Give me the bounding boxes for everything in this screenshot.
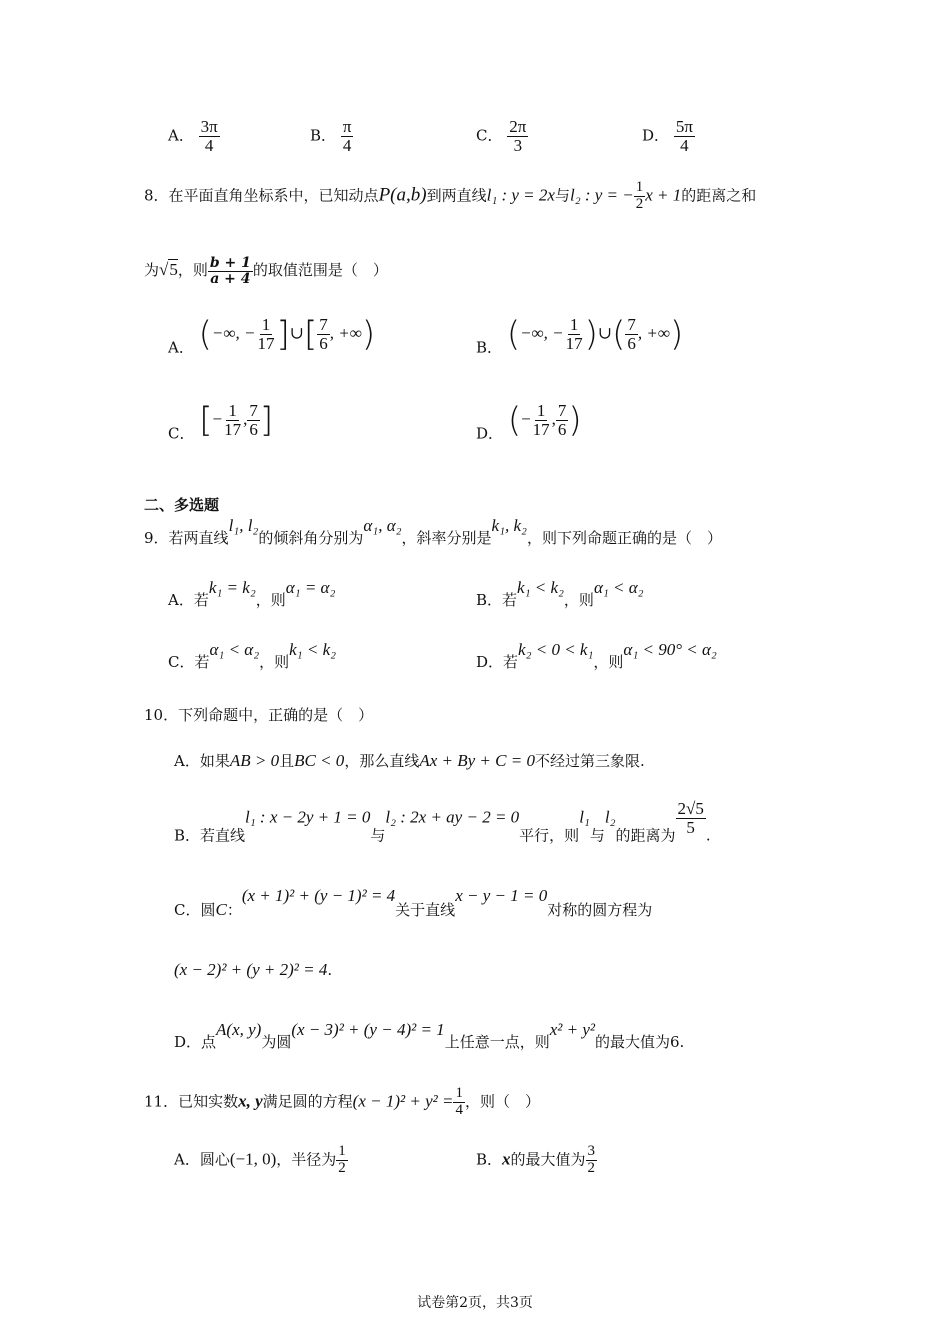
q8-option-c: C． [− $\frac{1}{17}$ , $\frac{7}{6}$ ] <box>168 400 274 443</box>
q7-option-b: B． $\frac{\pi}{4}$ <box>310 117 352 155</box>
q11-option-b: B．x的最大值为 $\frac{3}{2}$ <box>476 1143 596 1176</box>
q9-option-a: A．若k₁ = k₂，则α₁ = α₂ <box>168 578 336 609</box>
q8-option-d: D． (− $\frac{1}{17}$ , $\frac{7}{6}$ ) <box>476 400 582 443</box>
q10-stem: 10．下列命题中，正确的是（ ） <box>144 706 374 724</box>
q9-option-b: B．若k₁ < k₂，则α₁ < α₂ <box>476 578 644 609</box>
q11-stem: 11．已知实数x, y满足圆的方程(x − 1)² + y² = $\frac{1}{4}$ ，则（ ） <box>144 1085 540 1118</box>
q10-option-c-cont: (x − 2)² + (y + 2)² = 4. <box>174 960 333 979</box>
q7-option-a: A． $\frac{3\pi}{4}$ <box>168 117 218 155</box>
q8-option-b: B． (−∞, − $\frac{1}{17}$ )∪( $\frac{7}{6}$ , +∞) <box>476 314 684 357</box>
q10-option-a: A．如果AB > 0且BC < 0，那么直线Ax + By + C = 0不经过第三象限. <box>174 751 645 770</box>
q9-option-c: C．若α₁ < α₂，则k₁ < k₂ <box>168 640 337 671</box>
q11-option-a: A．圆心(−1, 0)，半径为 $\frac{1}{2}$ <box>174 1143 346 1176</box>
q9-option-d: D．若k₂ < 0 < k₁，则α₁ < 90° < α₂ <box>476 640 717 671</box>
q8-stem-line2: 为√5，则 $\frac{b + 1}{a + 4}$ 的取值范围是（ ） <box>144 255 388 287</box>
q9-stem: 9．若两直线l₁, l₂的倾斜角分别为α₁, α₂，斜率分别是k₁, k₂，则下列命题正确的是（ ） <box>144 516 722 547</box>
q8-stem-line1: 8．在平面直角坐标系中，已知动点P(a,b)到两直线l₁ : y = 2x与l₂ : y = − $\frac{1}{2}$ x + 1的距离之和 <box>144 179 757 212</box>
q10-option-b: B．若直线l₁ : x − 2y + 1 = 0与l₂ : 2x + ay − 2 = 0平行，则l₁与l₂的距离为 $\frac{2√5}{5}$ . <box>174 799 711 845</box>
section-title: 二、多选题 <box>144 496 220 514</box>
q7-option-d: D． $\frac{5\pi}{4}$ <box>642 117 693 155</box>
q8-option-a: A． (−∞, − $\frac{1}{17}$ ]∪[ $\frac{7}{6}$ , +∞) <box>168 314 376 357</box>
q10-option-d: D．点A(x, y)为圆(x − 3)² + (y − 4)² = 1上任意一点，则x² + y²的最大值为6. <box>174 1020 685 1051</box>
q10-option-c: C．圆C：(x + 1)² + (y − 1)² = 4关于直线x − y − 1 = 0对称的圆方程为 <box>174 886 653 919</box>
page-footer: 试卷第2页，共3页 <box>417 1295 533 1311</box>
q7-option-c: C． $\frac{2\pi}{3}$ <box>476 117 527 155</box>
